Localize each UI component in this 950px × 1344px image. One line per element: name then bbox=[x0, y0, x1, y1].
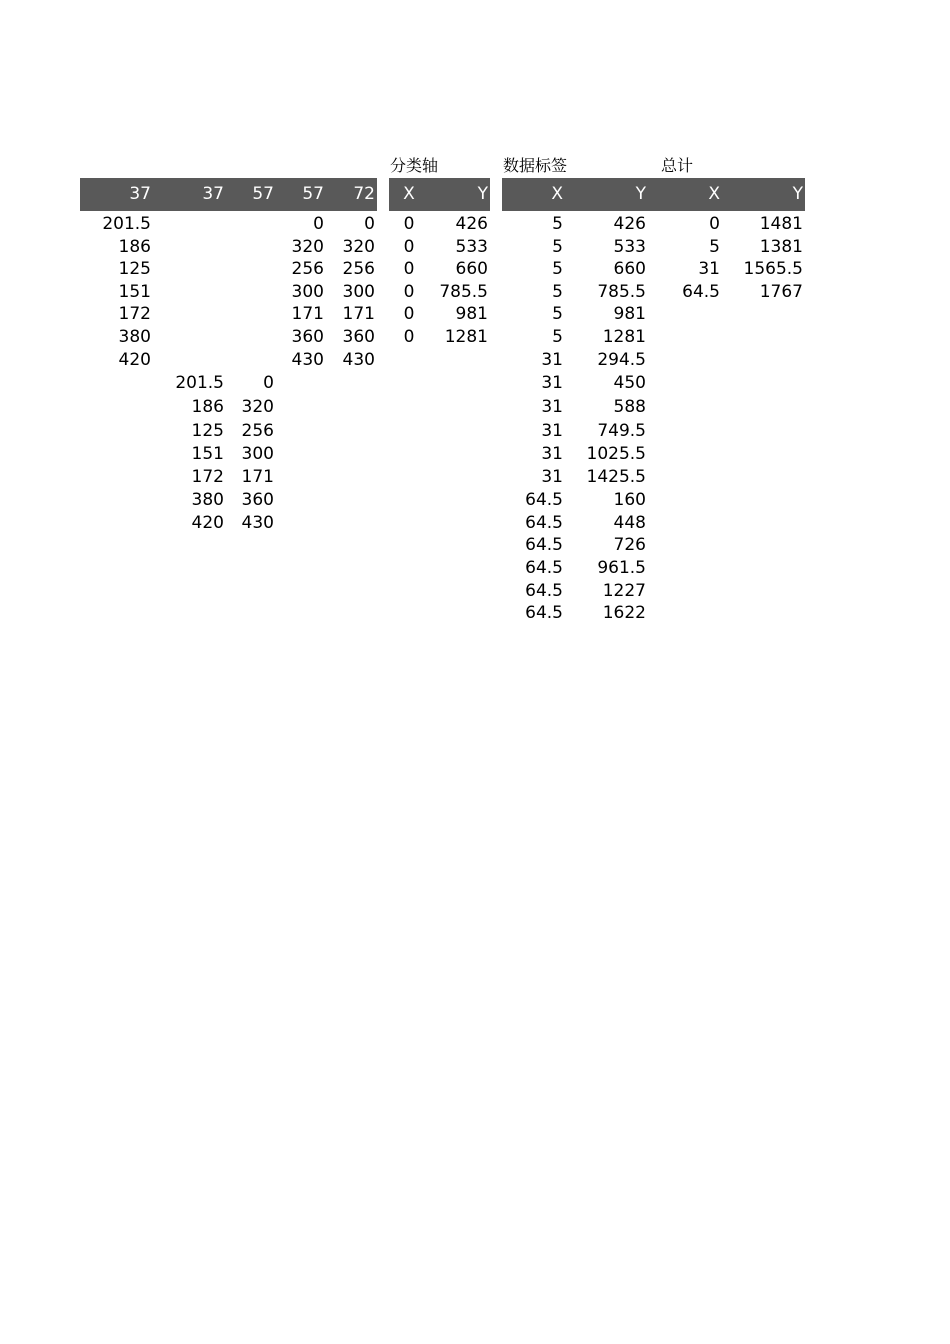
labels-y-cell: 785.5 bbox=[597, 282, 646, 302]
labels-x-cell: 64.5 bbox=[525, 490, 563, 510]
axis-y-cell: 1281 bbox=[444, 327, 488, 347]
labels-x-cell: 5 bbox=[552, 237, 563, 257]
labels-y-cell: 961.5 bbox=[597, 558, 646, 578]
g1-col4-cell: 320 bbox=[291, 237, 324, 257]
g1-col3-cell: 171 bbox=[241, 467, 274, 487]
g1-col2-cell: 201.5 bbox=[175, 373, 224, 393]
axis-x-cell: 0 bbox=[403, 259, 415, 279]
labels-x-cell: 5 bbox=[552, 214, 563, 234]
g1-col1-cell: 151 bbox=[118, 282, 151, 302]
g1-col5-cell: 300 bbox=[342, 282, 375, 302]
g1-col1-cell: 125 bbox=[118, 259, 151, 279]
g1-col3-cell: 256 bbox=[241, 421, 274, 441]
g1-col1-cell: 420 bbox=[118, 350, 151, 370]
labels-x-cell: 31 bbox=[541, 373, 563, 393]
labels-y-cell: 981 bbox=[613, 304, 646, 324]
g1-col5-cell: 0 bbox=[364, 214, 375, 234]
g1-col2-cell: 172 bbox=[191, 467, 224, 487]
labels-y-cell: 1281 bbox=[602, 327, 646, 347]
g1-col4-cell: 430 bbox=[291, 350, 324, 370]
labels-x-cell: 31 bbox=[541, 397, 563, 417]
g1-col5-cell: 360 bbox=[342, 327, 375, 347]
total-y-cell: 1481 bbox=[759, 214, 803, 234]
labels-y-cell: 450 bbox=[613, 373, 646, 393]
labels-y-cell: 426 bbox=[613, 214, 646, 234]
g1-col2-cell: 151 bbox=[191, 444, 224, 464]
header-cell-axis-x: X bbox=[403, 184, 415, 204]
g1-col5-cell: 171 bbox=[342, 304, 375, 324]
g1-col3-cell: 360 bbox=[241, 490, 274, 510]
labels-x-cell: 64.5 bbox=[525, 558, 563, 578]
total-x-cell: 0 bbox=[709, 214, 720, 234]
g1-col1-cell: 186 bbox=[118, 237, 151, 257]
header-cell-g1-4: 57 bbox=[302, 184, 324, 204]
labels-x-cell: 31 bbox=[541, 444, 563, 464]
total-y-cell: 1381 bbox=[759, 237, 803, 257]
header-cell-labels-y: Y bbox=[635, 184, 646, 204]
labels-y-cell: 1227 bbox=[602, 581, 646, 601]
axis-x-cell: 0 bbox=[403, 304, 415, 324]
labels-y-cell: 726 bbox=[613, 535, 646, 555]
header-cell-g1-5: 72 bbox=[353, 184, 375, 204]
labels-x-cell: 64.5 bbox=[525, 535, 563, 555]
total-x-cell: 31 bbox=[698, 259, 720, 279]
axis-x-cell: 0 bbox=[403, 237, 415, 257]
g1-col4-cell: 360 bbox=[291, 327, 324, 347]
g1-col3-cell: 320 bbox=[241, 397, 274, 417]
axis-y-cell: 660 bbox=[455, 259, 488, 279]
header-cell-axis-y: Y bbox=[477, 184, 488, 204]
g1-col2-cell: 186 bbox=[191, 397, 224, 417]
g1-col4-cell: 300 bbox=[291, 282, 324, 302]
g1-col1-cell: 201.5 bbox=[102, 214, 151, 234]
labels-x-cell: 5 bbox=[552, 282, 563, 302]
labels-y-cell: 1025.5 bbox=[586, 444, 646, 464]
axis-y-cell: 981 bbox=[455, 304, 488, 324]
header-cell-g1-1: 37 bbox=[129, 184, 151, 204]
labels-y-cell: 294.5 bbox=[597, 350, 646, 370]
g1-col2-cell: 125 bbox=[191, 421, 224, 441]
g1-col5-cell: 256 bbox=[342, 259, 375, 279]
labels-y-cell: 588 bbox=[613, 397, 646, 417]
header-cell-g1-2: 37 bbox=[202, 184, 224, 204]
labels-x-cell: 31 bbox=[541, 467, 563, 487]
labels-y-cell: 1622 bbox=[602, 603, 646, 623]
g1-col3-cell: 300 bbox=[241, 444, 274, 464]
labels-x-cell: 31 bbox=[541, 350, 563, 370]
header-cell-total-y: Y bbox=[792, 184, 803, 204]
axis-y-cell: 426 bbox=[455, 214, 488, 234]
header-cell-total-x: X bbox=[708, 184, 720, 204]
header-cell-labels-x: X bbox=[551, 184, 563, 204]
g1-col2-cell: 420 bbox=[191, 513, 224, 533]
labels-y-cell: 660 bbox=[613, 259, 646, 279]
axis-section-title: 分类轴 bbox=[390, 156, 439, 175]
g1-col4-cell: 171 bbox=[291, 304, 324, 324]
axis-x-cell: 0 bbox=[403, 327, 415, 347]
labels-x-cell: 5 bbox=[552, 327, 563, 347]
labels-x-cell: 64.5 bbox=[525, 581, 563, 601]
g1-col1-cell: 380 bbox=[118, 327, 151, 347]
g1-col5-cell: 320 bbox=[342, 237, 375, 257]
axis-x-cell: 0 bbox=[403, 214, 415, 234]
labels-x-cell: 31 bbox=[541, 421, 563, 441]
g1-col4-cell: 256 bbox=[291, 259, 324, 279]
labels-y-cell: 533 bbox=[613, 237, 646, 257]
labels-y-cell: 160 bbox=[613, 490, 646, 510]
labels-x-cell: 64.5 bbox=[525, 603, 563, 623]
g1-col1-cell: 172 bbox=[118, 304, 151, 324]
total-y-cell: 1565.5 bbox=[743, 259, 803, 279]
labels-x-cell: 5 bbox=[552, 259, 563, 279]
labels-y-cell: 1425.5 bbox=[586, 467, 646, 487]
g1-col3-cell: 0 bbox=[263, 373, 274, 393]
axis-y-cell: 785.5 bbox=[439, 282, 488, 302]
axis-y-cell: 533 bbox=[455, 237, 488, 257]
total-x-cell: 5 bbox=[709, 237, 720, 257]
labels-section-title: 数据标签 bbox=[503, 156, 568, 175]
labels-y-cell: 749.5 bbox=[597, 421, 646, 441]
total-section-title: 总计 bbox=[661, 156, 694, 175]
header-cell-g1-3: 57 bbox=[252, 184, 274, 204]
total-y-cell: 1767 bbox=[759, 282, 803, 302]
g1-col2-cell: 380 bbox=[191, 490, 224, 510]
axis-x-cell: 0 bbox=[403, 282, 415, 302]
labels-x-cell: 5 bbox=[552, 304, 563, 324]
g1-col3-cell: 430 bbox=[241, 513, 274, 533]
g1-col5-cell: 430 bbox=[342, 350, 375, 370]
g1-col4-cell: 0 bbox=[313, 214, 324, 234]
labels-y-cell: 448 bbox=[613, 513, 646, 533]
total-x-cell: 64.5 bbox=[682, 282, 720, 302]
labels-x-cell: 64.5 bbox=[525, 513, 563, 533]
